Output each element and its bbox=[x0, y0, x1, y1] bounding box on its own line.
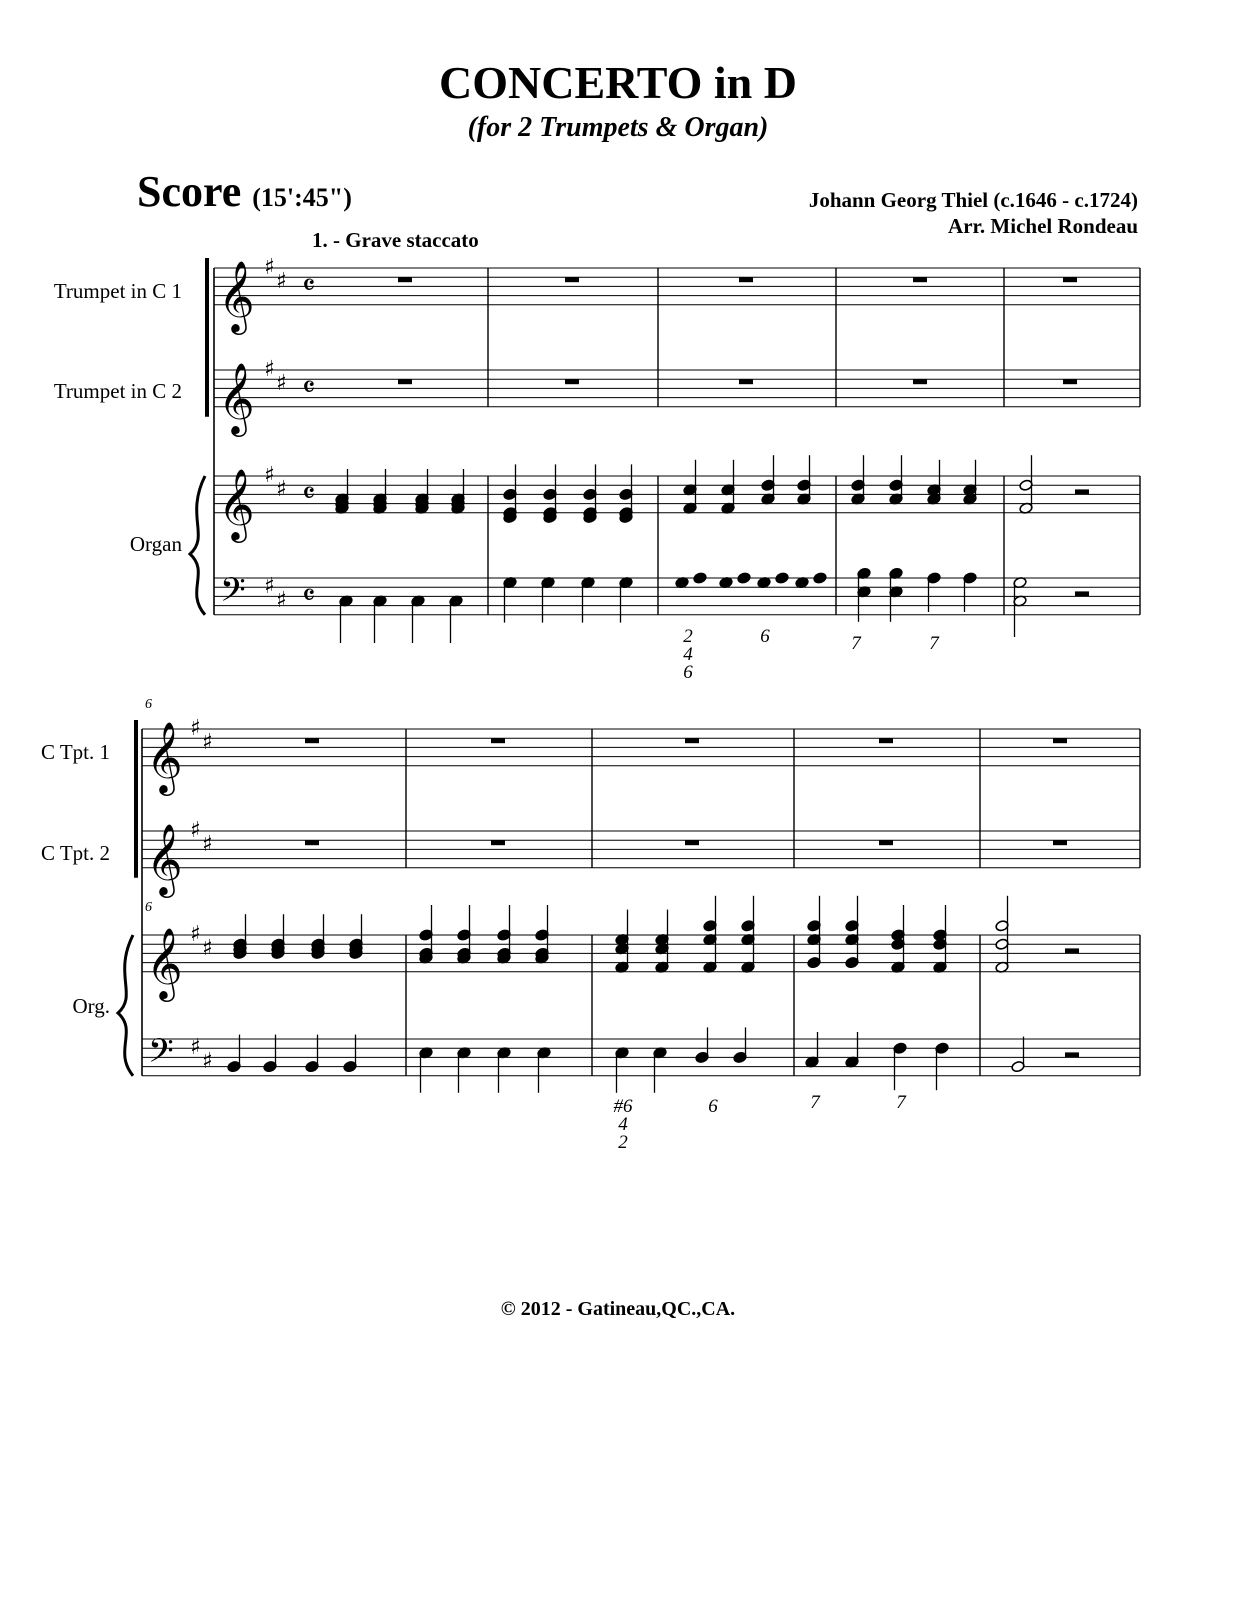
sharp-icon: ♯ bbox=[202, 831, 213, 857]
whole-rest-icon bbox=[913, 379, 927, 384]
tempo-marking: 1. - Grave staccato bbox=[312, 228, 479, 252]
sharp-icon: ♯ bbox=[202, 935, 213, 961]
notehead bbox=[693, 572, 707, 584]
figured-bass: 7 bbox=[929, 633, 939, 654]
measure-number: 6 bbox=[145, 697, 152, 712]
figured-bass: 7 bbox=[851, 633, 861, 654]
half-rest-icon bbox=[1075, 489, 1089, 494]
duration: (15':45") bbox=[252, 183, 352, 212]
common-time-icon: 𝄴 bbox=[302, 268, 316, 304]
notehead bbox=[775, 572, 789, 584]
whole-rest-icon bbox=[1053, 738, 1067, 743]
figured-bass: 7 bbox=[810, 1092, 820, 1113]
instrument-label-trumpet-2-short: C Tpt. 2 bbox=[40, 841, 110, 865]
bass-clef-icon: 𝄢 bbox=[148, 1032, 174, 1079]
whole-rest-icon bbox=[879, 840, 893, 845]
whole-rest-icon bbox=[398, 277, 412, 282]
treble-clef-icon: 𝄞 bbox=[218, 258, 255, 332]
brace bbox=[190, 476, 205, 615]
figured-bass: 2 4 6 bbox=[683, 626, 693, 683]
treble-clef-icon: 𝄞 bbox=[146, 719, 183, 793]
whole-rest-icon bbox=[1053, 840, 1067, 845]
common-time-icon: 𝄴 bbox=[302, 476, 316, 512]
whole-rest-icon bbox=[565, 379, 579, 384]
bass-clef-icon: 𝄢 bbox=[220, 571, 246, 618]
instrument-label-trumpet-2: Trumpet in C 2 bbox=[53, 379, 182, 403]
whole-rest-icon bbox=[913, 277, 927, 282]
half-rest-icon bbox=[1065, 1052, 1079, 1057]
figured-bass: 7 bbox=[896, 1092, 906, 1113]
treble-clef-icon: 𝄞 bbox=[146, 821, 183, 895]
sharp-icon: ♯ bbox=[264, 574, 275, 600]
instrument-label-organ-short: Org. bbox=[72, 994, 110, 1018]
whole-rest-icon bbox=[565, 277, 579, 282]
figured-bass: #6 4 2 bbox=[613, 1096, 633, 1153]
sharp-icon: ♯ bbox=[190, 716, 201, 741]
notehead bbox=[813, 572, 827, 584]
score-label-text: Score bbox=[137, 167, 242, 216]
sharp-icon: ♯ bbox=[202, 1049, 213, 1074]
sharp-icon: ♯ bbox=[264, 463, 275, 488]
measure-number-organ: 6 bbox=[145, 900, 152, 915]
score-title: CONCERTO in D bbox=[439, 57, 797, 108]
notehead bbox=[737, 572, 751, 584]
whole-rest-icon bbox=[685, 738, 699, 743]
treble-clef-icon: 𝄞 bbox=[218, 360, 255, 434]
figured-bass: 6 bbox=[708, 1096, 718, 1117]
half-rest-icon bbox=[1065, 948, 1079, 953]
sharp-icon: ♯ bbox=[190, 1035, 201, 1061]
instrument-label-organ: Organ bbox=[129, 532, 182, 556]
arranger: Arr. Michel Rondeau bbox=[948, 214, 1138, 238]
sharp-icon: ♯ bbox=[264, 357, 275, 382]
whole-rest-icon bbox=[739, 277, 753, 282]
score-subtitle: (for 2 Trumpets & Organ) bbox=[467, 112, 769, 143]
whole-rest-icon bbox=[305, 738, 319, 743]
common-time-icon: 𝄴 bbox=[302, 578, 316, 614]
sharp-icon: ♯ bbox=[264, 255, 275, 280]
brace bbox=[118, 935, 133, 1076]
treble-clef-icon: 𝄞 bbox=[218, 466, 255, 540]
whole-rest-icon bbox=[491, 738, 505, 743]
sharp-icon: ♯ bbox=[202, 729, 213, 755]
whole-rest-icon bbox=[305, 840, 319, 845]
whole-rest-icon bbox=[398, 379, 412, 384]
sharp-icon: ♯ bbox=[276, 370, 287, 396]
instrument-label-trumpet-1: Trumpet in C 1 bbox=[53, 279, 182, 303]
whole-rest-icon bbox=[1063, 379, 1077, 384]
whole-rest-icon bbox=[491, 840, 505, 845]
sharp-icon: ♯ bbox=[190, 922, 201, 947]
copyright: © 2012 - Gatineau,QC.,CA. bbox=[500, 1298, 736, 1320]
whole-rest-icon bbox=[1063, 277, 1077, 282]
half-rest-icon bbox=[1075, 591, 1089, 596]
sharp-icon: ♯ bbox=[190, 818, 201, 843]
common-time-icon: 𝄴 bbox=[302, 370, 316, 406]
whole-rest-icon bbox=[685, 840, 699, 845]
treble-clef-icon: 𝄞 bbox=[146, 925, 183, 999]
sharp-icon: ♯ bbox=[276, 268, 287, 294]
sharp-icon: ♯ bbox=[276, 588, 287, 613]
figured-bass: 6 bbox=[760, 626, 770, 647]
sharp-icon: ♯ bbox=[276, 476, 287, 502]
composer: Johann Georg Thiel (c.1646 - c.1724) bbox=[808, 188, 1138, 212]
whole-rest-icon bbox=[739, 379, 753, 384]
instrument-label-trumpet-1-short: C Tpt. 1 bbox=[40, 740, 110, 764]
whole-rest-icon bbox=[879, 738, 893, 743]
